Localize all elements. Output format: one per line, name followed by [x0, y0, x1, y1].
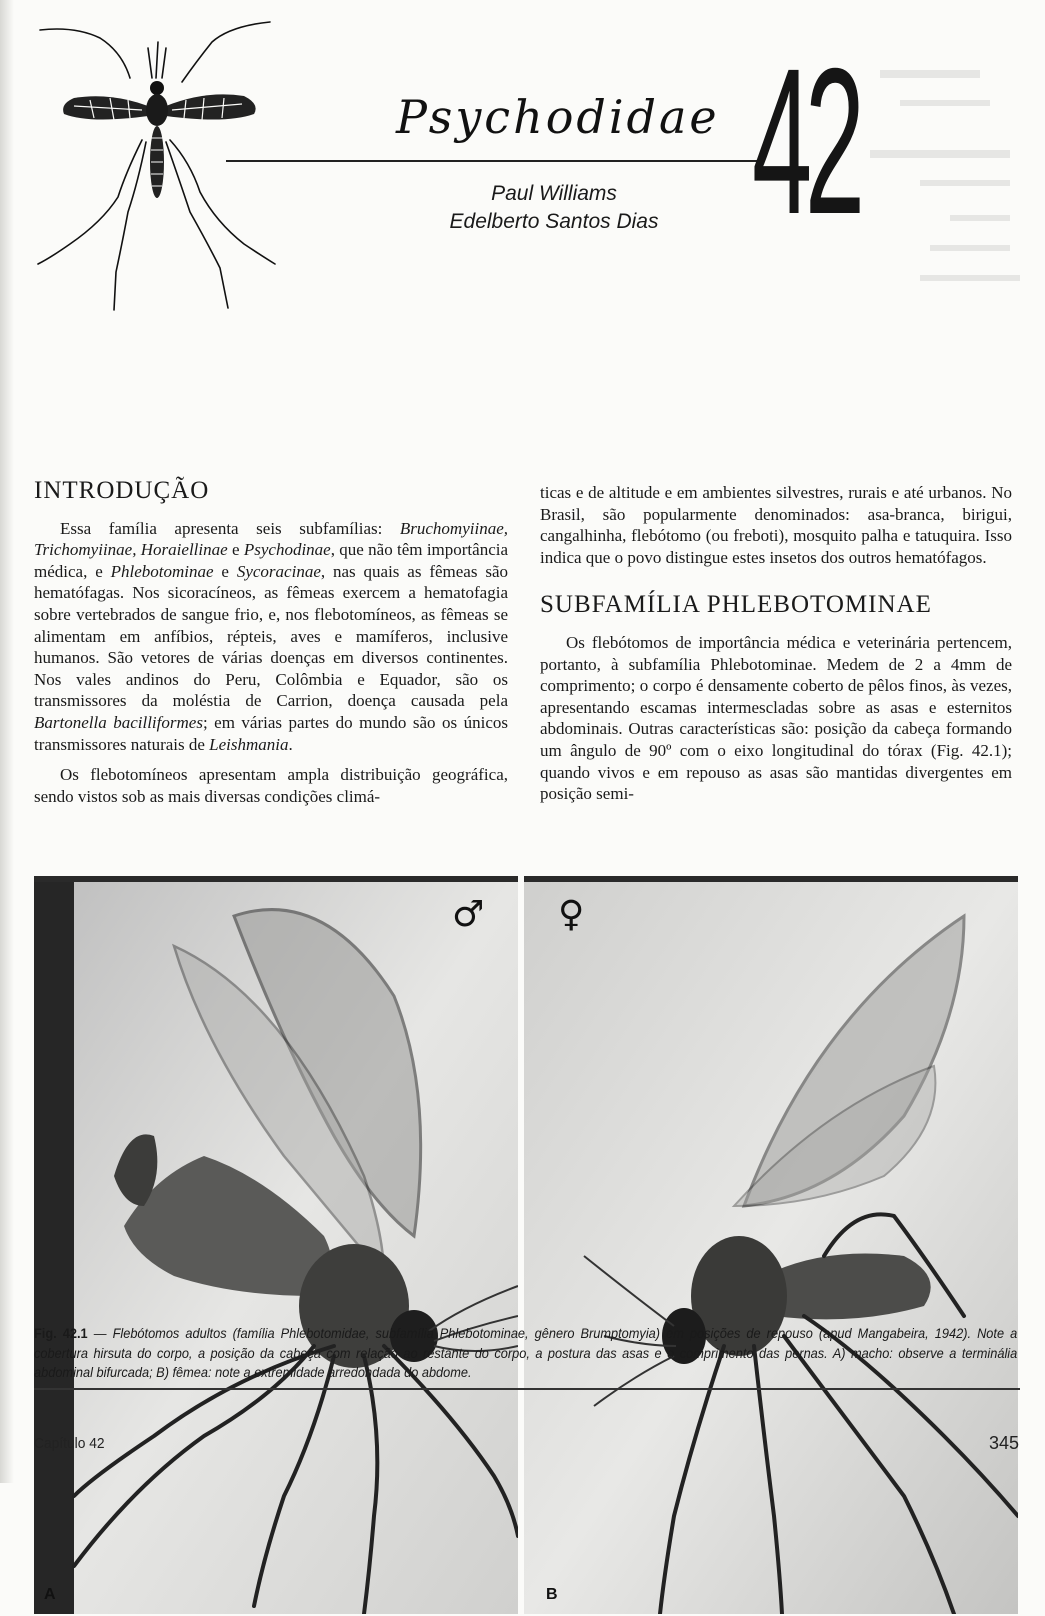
- intro-paragraph-2: [34, 764, 508, 807]
- figure-panel-a: [34, 876, 518, 1614]
- mosquito-illustration: [30, 12, 280, 312]
- text-run: , nas quais as fêmeas são hematófagas. Nos sicoracíneos, as fêmeas exercem a hematofagia sobre vertebrados de sangue frio, e, nos flebotomíneos, as fêmeas se alimentam em anfíbios, répteis, aves e mamíferos, inclusive humanos. São vetores de várias doenças em diversos continentes. Nos vales andinos do Peru, Colômbia e Equador, são os transmissores da moléstia de Carrion, doença causada pela: [34, 561, 508, 711]
- italic-term: Bartonella bacilliformes: [34, 712, 203, 732]
- italic-term: Phlebotominae: [110, 561, 214, 581]
- italic-term: Leishmania: [209, 734, 289, 754]
- section-heading-subfamily: SUBFAMÍLIA PHLEBOTOMINAE: [540, 591, 932, 619]
- text-run: ; em várias partes do mundo são os únicos transmissores naturais de: [34, 712, 508, 754]
- chapter-title: Psychodidae: [396, 90, 720, 144]
- text-run: , que não têm importância médica, e: [34, 540, 509, 581]
- chapter-number: 42: [752, 26, 858, 258]
- intro-paragraph-1: [34, 518, 508, 756]
- text-run: Os flebótomos de importância médica e veterinária pertencem, portanto, à subfamília Phlebotominae. Medem de 2 a 4mm de comprimento; o corpo é densamente coberto de pêlos finos, às vezes, apresentando escamas intermescladas sobre as asas e esternitos abdominais. Outras características são: posição da cabeça formando um ângulo de 90º com o eixo longitudinal do tórax (Fig. 42.1); quando vivos e em repouso as asas são mantidas divergentes em posição semi-: [540, 632, 1012, 804]
- figure-panel-b: [524, 876, 1018, 1614]
- figure-caption-text: — Flebótomos adultos (família Phlebotomidae, subfamília Phlebotominae, gênero Brumptomyia) em posições de repouso (apud Mangabeira, 1942). Note a cobertura hirsuta do corpo, a posição da cabeça com relação ao restante do corpo, a postura das asas e o comprimento das pernas. A) macho: observe a terminália abdominal bifurcada; B) fêmea: note a extremidade arredondada do abdome.: [34, 1326, 1018, 1380]
- panel-label-b: B: [546, 1586, 558, 1603]
- text-run: e: [213, 561, 237, 581]
- figure-caption-label: Fig. 42.1: [34, 1326, 88, 1341]
- italic-term: Sycoracinae: [236, 561, 321, 581]
- caption-rule: [34, 1388, 1020, 1390]
- text-run: Essa família apresenta seis subfamílias:: [60, 518, 400, 538]
- italic-term: Bruchomyiinae, Trichomyiinae, Horaiellinae: [34, 518, 508, 560]
- subfamily-paragraph-1: [540, 632, 1012, 805]
- figure-caption: [34, 1324, 1017, 1383]
- title-rule: [226, 160, 764, 162]
- female-symbol: ♀: [558, 894, 585, 935]
- text-run: e: [227, 540, 244, 560]
- text-run: ticas e de altitude e em ambientes silvestres, rurais e até urbanos. No Brasil, são popularmente denominados: asa-branca, birigui, cangalhinha, flebótomo (ou freboti), mosquito palha e tatuquira. Isso indica que o povo distingue estes insetos dos outros hematófagos.: [540, 483, 1012, 567]
- scan-edge-shadow: [0, 0, 14, 1483]
- left-column: [34, 477, 509, 816]
- female-sandfly-photo: [524, 876, 1018, 1614]
- author-list: [404, 180, 704, 236]
- intro-paragraph-2-continued: [540, 482, 1012, 568]
- figure-42-1: [34, 876, 1018, 1616]
- footer-chapter-label: Capítulo 42: [34, 1435, 105, 1452]
- male-symbol: ♂: [452, 894, 485, 935]
- author-name: Paul Williams: [491, 182, 617, 205]
- italic-term: Psychodinae: [243, 540, 331, 560]
- text-run: .: [288, 734, 293, 754]
- bleed-through-texture: [860, 50, 1030, 330]
- author-name: Edelberto Santos Dias: [449, 210, 659, 233]
- panel-label-a: A: [44, 1586, 56, 1603]
- male-sandfly-photo: [34, 876, 518, 1614]
- text-run: Os flebotomíneos apresentam ampla distribuição geográfica, sendo vistos sob as mais diversas condições climá-: [34, 765, 508, 806]
- right-column: [540, 482, 1012, 814]
- footer-page-number: 345: [988, 1433, 1019, 1453]
- section-heading-introduction: INTRODUÇÃO: [34, 477, 210, 504]
